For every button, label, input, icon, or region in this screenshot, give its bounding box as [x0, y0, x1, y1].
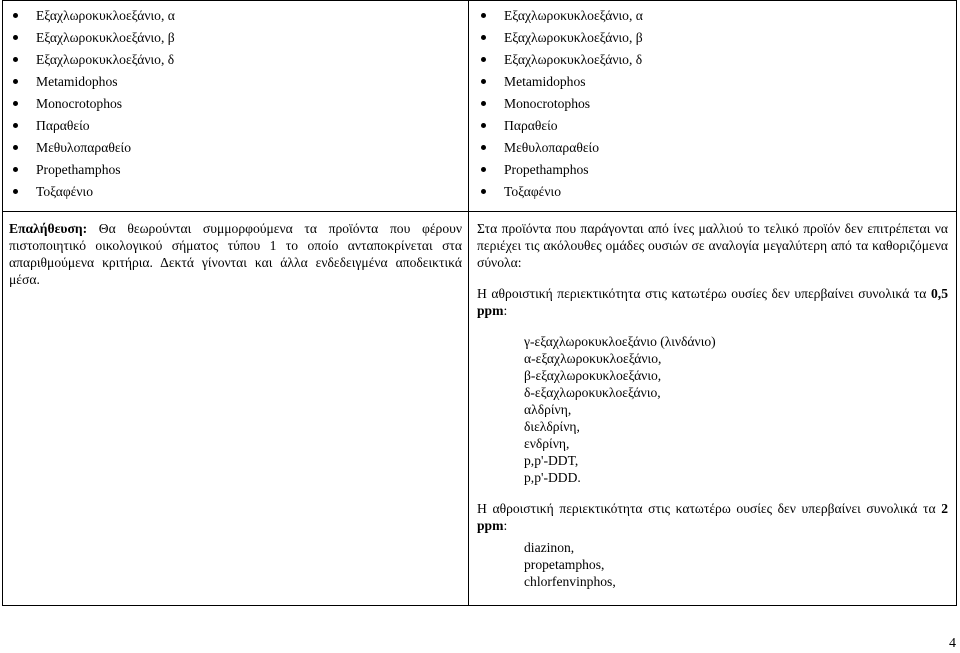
- right-list-cell: [469, 1, 957, 212]
- table-row: [3, 1, 957, 212]
- right-criteria-cell: [469, 212, 957, 606]
- list-item: Εξαχλωροκυκλοεξάνιο, β: [3, 27, 468, 49]
- list-item: Τοξαφένιο: [469, 181, 956, 203]
- list-item: δ-εξαχλωροκυκλοεξάνιο,: [524, 385, 661, 400]
- list-item: β-εξαχλωροκυκλοεξάνιο,: [524, 368, 662, 383]
- bullet-icon: [13, 79, 18, 84]
- list-item: διελδρίνη,: [524, 419, 580, 434]
- list-item: Propethamphos: [469, 159, 956, 181]
- verification-label: Επαλήθευση:: [9, 221, 88, 236]
- list-item: Propethamphos: [3, 159, 468, 181]
- group1-paragraph: Η αθροιστική περιεκτικότητα στις κατωτέρω ουσίες δεν υπερβαίνει συνολικά τα 0,5 ppm:: [477, 286, 948, 318]
- list-item: Παραθείο: [469, 115, 956, 137]
- bullet-icon: [481, 145, 486, 150]
- list-item: chlorfenvinphos,: [524, 574, 616, 589]
- bullet-icon: [481, 101, 486, 106]
- left-list-cell: [3, 1, 469, 212]
- bullet-icon: [13, 189, 18, 194]
- content-table: [2, 0, 957, 606]
- verification-text: Θα θεωρούνται συμμορφούμενα τα προϊόντα που φέρουν πιστοποιητικό οικολογικού σήματος τύπου 1 το οποίο ανταποκρίνεται στα απαριθμούμενα κριτήρια. Δεκτά γίνονται και άλλα ενδεδειγμένα αποδεικτικά μέσα.: [9, 221, 462, 287]
- list-item: Metamidophos: [3, 71, 468, 93]
- group2-substance-list: [477, 539, 948, 590]
- list-item: αλδρίνη,: [524, 402, 572, 417]
- list-item: Τοξαφένιο: [3, 181, 468, 203]
- left-substance-list: [3, 1, 468, 211]
- bullet-icon: [481, 123, 486, 128]
- bullet-icon: [481, 57, 486, 62]
- list-item: p,p'-DDT,: [524, 453, 579, 468]
- bullet-icon: [13, 145, 18, 150]
- group1-substance-list: [477, 333, 948, 486]
- bullet-icon: [13, 35, 18, 40]
- bullet-icon: [13, 123, 18, 128]
- bullet-icon: [481, 167, 486, 172]
- bullet-icon: [13, 57, 18, 62]
- verification-paragraph: [9, 220, 462, 288]
- bullet-icon: [13, 101, 18, 106]
- group2-text: Η αθροιστική περιεκτικότητα στις κατωτέρω ουσίες δεν υπερβαίνει συνολικά τα: [477, 501, 942, 516]
- list-item: Εξαχλωροκυκλοεξάνιο, β: [469, 27, 956, 49]
- list-item: Monocrotophos: [3, 93, 468, 115]
- list-item: propetamphos,: [524, 557, 605, 572]
- list-item: Μεθυλοπαραθείο: [469, 137, 956, 159]
- group2-paragraph: Η αθροιστική περιεκτικότητα στις κατωτέρω ουσίες δεν υπερβαίνει συνολικά τα 2 ppm:: [477, 501, 948, 533]
- right-substance-list: [469, 1, 956, 211]
- list-item: Εξαχλωροκυκλοεξάνιο, α: [3, 5, 468, 27]
- group1-limit: 0,5 ppm: [477, 286, 948, 318]
- group2-limit: 2 ppm: [477, 501, 948, 533]
- bullet-icon: [13, 13, 18, 18]
- list-item: diazinon,: [524, 540, 575, 555]
- list-item: ενδρίνη,: [524, 436, 570, 451]
- group1-text: Η αθροιστική περιεκτικότητα στις κατωτέρω ουσίες δεν υπερβαίνει συνολικά τα: [477, 286, 931, 301]
- list-item: Metamidophos: [469, 71, 956, 93]
- list-item: Εξαχλωροκυκλοεξάνιο, δ: [3, 49, 468, 71]
- bullet-icon: [481, 35, 486, 40]
- table-row: [3, 212, 957, 606]
- bullet-icon: [481, 13, 486, 18]
- bullet-icon: [13, 167, 18, 172]
- list-item: Μεθυλοπαραθείο: [3, 137, 468, 159]
- criteria-intro: Στα προϊόντα που παράγονται από ίνες μαλλιού το τελικό προϊόν δεν επιτρέπεται να περιέχει τις ακόλουθες ομάδες ουσιών σε αναλογία μεγαλύτερη από τα καθοριζόμενα σύνολα:: [477, 221, 948, 270]
- bullet-icon: [481, 189, 486, 194]
- list-item: p,p'-DDD.: [524, 470, 581, 485]
- list-item: Παραθείο: [3, 115, 468, 137]
- list-item: γ-εξαχλωροκυκλοεξάνιο (λινδάνιο): [524, 334, 716, 349]
- list-item: Εξαχλωροκυκλοεξάνιο, δ: [469, 49, 956, 71]
- list-item: α-εξαχλωροκυκλοεξάνιο,: [524, 351, 662, 366]
- page-number: 4: [949, 636, 956, 651]
- left-verification-cell: [3, 212, 469, 606]
- bullet-icon: [481, 79, 486, 84]
- list-item: Monocrotophos: [469, 93, 956, 115]
- list-item: Εξαχλωροκυκλοεξάνιο, α: [469, 5, 956, 27]
